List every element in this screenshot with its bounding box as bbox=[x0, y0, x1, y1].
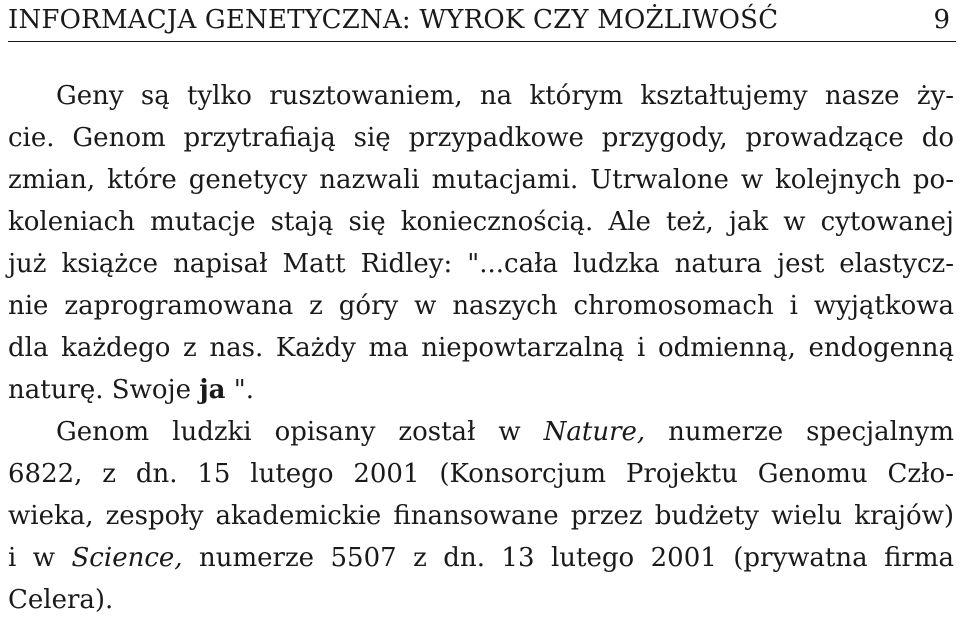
text-line bbox=[8, 537, 954, 579]
text-run: naturę. Swoje bbox=[8, 375, 200, 405]
page-number: 9 bbox=[933, 5, 950, 35]
text-run: numerze 5507 z dn. 13 lutego 2001 (prywatna firma bbox=[182, 543, 954, 573]
body-text bbox=[8, 75, 954, 621]
text-run: Genom ludzki opisany został w bbox=[56, 417, 544, 447]
text-run: numerze specjalnym bbox=[645, 417, 954, 447]
paragraph-2 bbox=[8, 411, 954, 621]
text-line bbox=[8, 411, 954, 453]
text-line: nie zaprogramowana z góry w naszych chromosomach i wyjątkowa bbox=[8, 291, 954, 321]
text-line bbox=[8, 369, 954, 411]
text-line: cie. Genom przytrafiają się przypadkowe przygody, prowadzące do bbox=[8, 123, 954, 153]
text-line: zmian, które genetycy nazwali mutacjami. Utrwalone w kolejnych po- bbox=[8, 165, 954, 195]
bold-word: ja bbox=[199, 375, 226, 405]
text-run: ". bbox=[225, 375, 254, 405]
text-line: Celera). bbox=[8, 585, 114, 615]
text-line: dla każdego z nas. Każdy ma niepowtarzalną i odmienną, endogenną bbox=[8, 333, 954, 363]
text-line: wieka, zespoły akademickie finansowane przez budżety wielu krajów) bbox=[8, 501, 954, 531]
text-run: i w bbox=[8, 543, 72, 573]
page-header bbox=[0, 0, 960, 46]
header-rule bbox=[8, 41, 956, 42]
text-line: Geny są tylko rusztowaniem, na którym kształtujemy nasze ży- bbox=[56, 81, 954, 111]
running-head: INFORMACJA GENETYCZNA: WYROK CZY MOŻLIWOŚĆ bbox=[8, 5, 779, 35]
journal-title: Nature, bbox=[543, 417, 646, 447]
text-line: 6822, z dn. 15 lutego 2001 (Konsorcjum Projektu Genomu Czło- bbox=[8, 459, 954, 489]
paragraph-1 bbox=[8, 75, 954, 411]
text-line: już książce napisał Matt Ridley: "...cała ludzka natura jest elastycz- bbox=[8, 249, 954, 279]
journal-title: Science, bbox=[71, 543, 183, 573]
text-line: koleniach mutacje stają się koniecznością. Ale też, jak w cytowanej bbox=[8, 207, 954, 237]
